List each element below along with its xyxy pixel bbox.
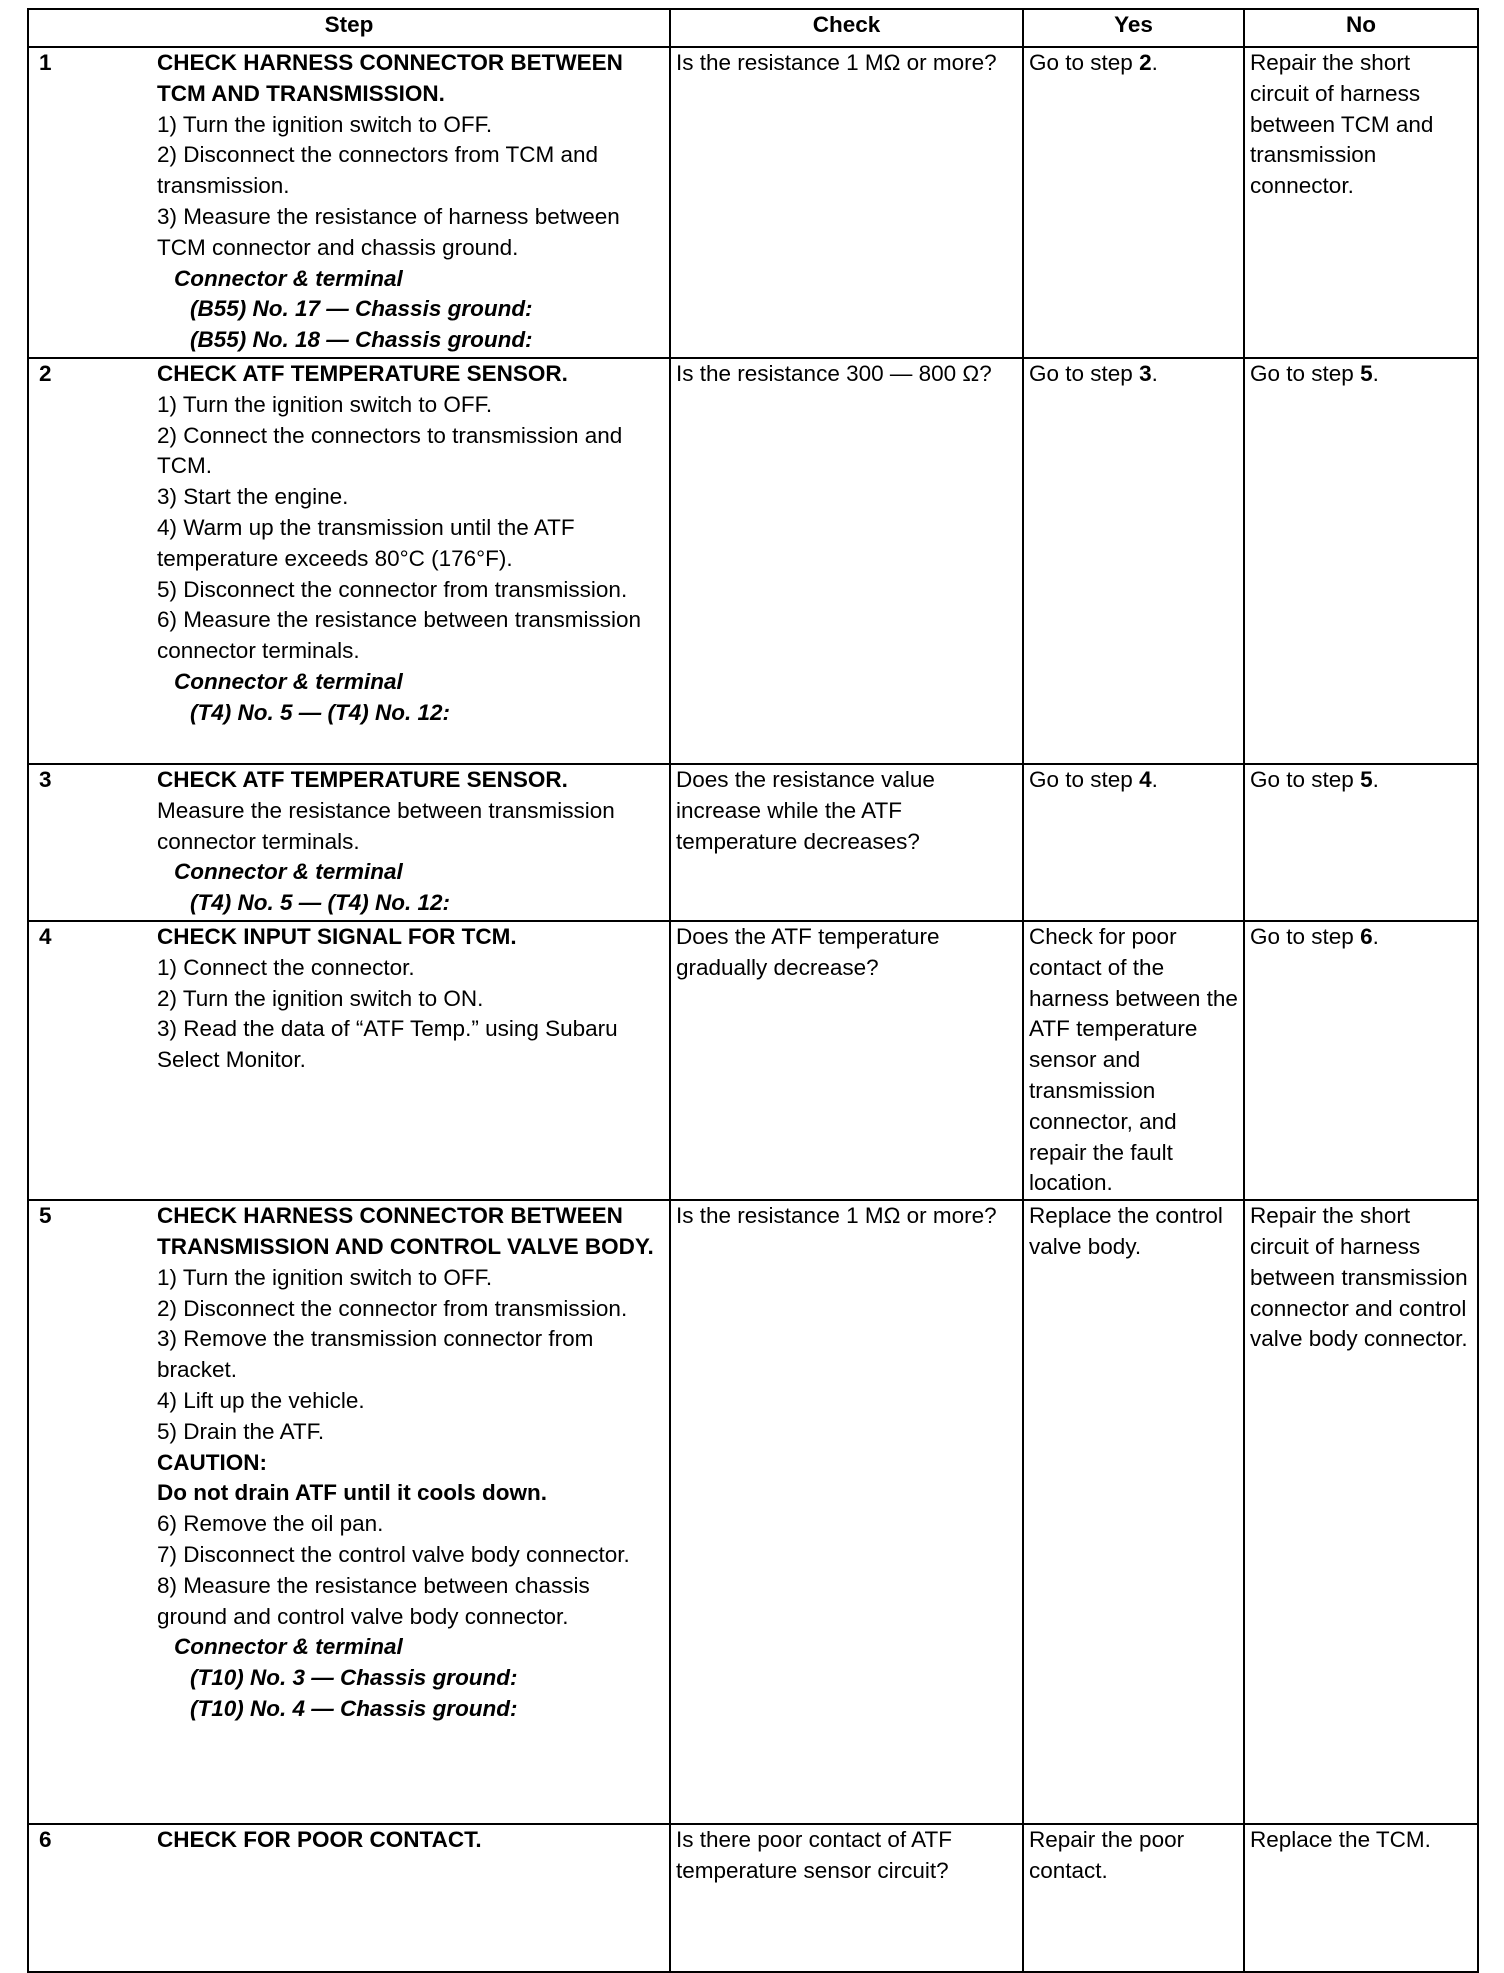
- step-instruction: 3) Read the data of “ATF Temp.” using Subaru Select Monitor.: [157, 1016, 618, 1073]
- table-row: [28, 921, 1478, 1200]
- no-text: Go to step: [1250, 924, 1361, 949]
- step-ref: 2: [1139, 50, 1152, 75]
- no-cell: Repair the short circuit of harness between transmission connector and control valve body connector.: [1244, 1200, 1478, 1824]
- yes-text: Go to step: [1029, 767, 1140, 792]
- step-instruction: 1) Connect the connector.: [157, 954, 415, 980]
- step-instruction: 2) Disconnect the connectors from TCM and transmission.: [157, 142, 599, 199]
- step-number: 2: [39, 361, 52, 386]
- caution-text: Do not drain ATF until it cools down.: [157, 1480, 547, 1506]
- step-ref: 4: [1139, 767, 1152, 792]
- no-cell: Repair the short circuit of harness between TCM and transmission connector.: [1244, 47, 1478, 358]
- yes-cell: Check for poor contact of the harness between the ATF temperature sensor and transmission connector, and repair the fault location.: [1023, 921, 1244, 1200]
- step-number: 5: [39, 1203, 52, 1229]
- caution-label: CAUTION:: [157, 1449, 267, 1475]
- check-cell: Is the resistance 1 MΩ or more?: [670, 1200, 1023, 1824]
- step-instruction: 6) Measure the resistance between transmission connector terminals.: [157, 607, 641, 664]
- header-row: [28, 9, 1478, 47]
- step-cell: [28, 1824, 670, 1972]
- step-title: CHECK ATF TEMPERATURE SENSOR.: [157, 361, 568, 386]
- step-instruction: 2) Turn the ignition switch to ON.: [157, 985, 484, 1011]
- step-ref: 3: [1139, 361, 1152, 386]
- step-title: CHECK HARNESS CONNECTOR BETWEEN TRANSMISSION AND CONTROL VALVE BODY.: [157, 1203, 654, 1259]
- no-suffix: .: [1372, 361, 1379, 386]
- yes-cell: [1023, 47, 1244, 358]
- yes-suffix: .: [1151, 50, 1158, 75]
- step-instruction: 6) Remove the oil pan.: [157, 1511, 384, 1537]
- terminal-spec: (B55) No. 18 — Chassis ground:: [190, 327, 533, 353]
- step-instruction: 8) Measure the resistance between chassis ground and control valve body connector.: [157, 1572, 590, 1629]
- yes-text: Go to step: [1029, 361, 1140, 386]
- terminal-spec: (T4) No. 5 — (T4) No. 12:: [190, 890, 451, 916]
- table-row: [28, 764, 1478, 921]
- step-title: CHECK HARNESS CONNECTOR BETWEEN TCM AND TRANSMISSION.: [157, 50, 623, 106]
- no-suffix: .: [1372, 924, 1379, 949]
- header-check: Check: [670, 9, 1023, 47]
- no-cell: [1244, 764, 1478, 921]
- step-title: CHECK FOR POOR CONTACT.: [157, 1827, 482, 1853]
- no-cell: [1244, 921, 1478, 1200]
- step-cell: [28, 764, 670, 921]
- step-instruction: 4) Warm up the transmission until the ATF temperature exceeds 80°C (176°F).: [157, 514, 575, 571]
- check-cell: Is the resistance 300 — 800 Ω?: [670, 358, 1023, 764]
- terminal-spec: (B55) No. 17 — Chassis ground:: [190, 296, 533, 322]
- table-row: [28, 1200, 1478, 1824]
- step-instruction: 1) Turn the ignition switch to OFF.: [157, 111, 493, 137]
- step-instruction: 1) Turn the ignition switch to OFF.: [157, 1264, 493, 1290]
- step-title: CHECK INPUT SIGNAL FOR TCM.: [157, 924, 517, 949]
- yes-cell: [1023, 764, 1244, 921]
- yes-cell: [1023, 358, 1244, 764]
- step-cell: [28, 47, 670, 358]
- step-instruction: 2) Connect the connectors to transmission and TCM.: [157, 422, 623, 479]
- terminal-spec: (T4) No. 5 — (T4) No. 12:: [190, 699, 451, 725]
- terminal-spec: (T10) No. 4 — Chassis ground:: [190, 1695, 518, 1721]
- no-text: Go to step: [1250, 767, 1361, 792]
- terminal-spec: (T10) No. 3 — Chassis ground:: [190, 1665, 518, 1691]
- no-text: Go to step: [1250, 361, 1361, 386]
- step-instruction: 2) Disconnect the connector from transmission.: [157, 1295, 628, 1321]
- step-ref: 6: [1360, 924, 1373, 949]
- step-instruction: 5) Drain the ATF.: [157, 1418, 325, 1444]
- step-number: 3: [39, 767, 52, 792]
- step-instruction: 3) Start the engine.: [157, 484, 349, 510]
- header-step: Step: [28, 9, 670, 47]
- no-cell: Replace the TCM.: [1244, 1824, 1478, 1972]
- check-cell: Is the resistance 1 MΩ or more?: [670, 47, 1023, 358]
- table-row: [28, 358, 1478, 764]
- yes-cell: Repair the poor contact.: [1023, 1824, 1244, 1972]
- step-number: 1: [39, 50, 52, 75]
- connector-terminal-title: Connector & terminal: [174, 859, 403, 885]
- step-instruction: 5) Disconnect the connector from transmission.: [157, 576, 628, 602]
- step-instruction: Measure the resistance between transmission connector terminals.: [157, 797, 615, 854]
- step-ref: 5: [1360, 767, 1373, 792]
- check-cell: Is there poor contact of ATF temperature sensor circuit?: [670, 1824, 1023, 1972]
- check-cell: Does the ATF temperature gradually decrease?: [670, 921, 1023, 1200]
- connector-terminal-title: Connector & terminal: [174, 668, 403, 694]
- diagnostic-table: [27, 8, 1479, 1973]
- step-instruction: 1) Turn the ignition switch to OFF.: [157, 391, 493, 417]
- connector-terminal-title: Connector & terminal: [174, 265, 403, 291]
- step-cell: [28, 358, 670, 764]
- yes-cell: Replace the control valve body.: [1023, 1200, 1244, 1824]
- step-cell: [28, 1200, 670, 1824]
- step-number: 4: [39, 924, 52, 949]
- step-instruction: 3) Remove the transmission connector from bracket.: [157, 1326, 594, 1383]
- yes-suffix: .: [1151, 361, 1158, 386]
- no-suffix: .: [1372, 767, 1379, 792]
- table-row: [28, 47, 1478, 358]
- header-no: No: [1244, 9, 1478, 47]
- step-instruction: 3) Measure the resistance of harness between TCM connector and chassis ground.: [157, 203, 620, 260]
- step-instruction: 4) Lift up the vehicle.: [157, 1387, 365, 1413]
- step-number: 6: [39, 1827, 52, 1853]
- check-cell: Does the resistance value increase while the ATF temperature decreases?: [670, 764, 1023, 921]
- step-instruction: 7) Disconnect the control valve body connector.: [157, 1541, 630, 1567]
- yes-suffix: .: [1151, 767, 1158, 792]
- step-cell: [28, 921, 670, 1200]
- step-ref: 5: [1360, 361, 1373, 386]
- step-title: CHECK ATF TEMPERATURE SENSOR.: [157, 767, 568, 792]
- header-yes: Yes: [1023, 9, 1244, 47]
- table-row: [28, 1824, 1478, 1972]
- connector-terminal-title: Connector & terminal: [174, 1634, 403, 1660]
- no-cell: [1244, 358, 1478, 764]
- yes-text: Go to step: [1029, 50, 1140, 75]
